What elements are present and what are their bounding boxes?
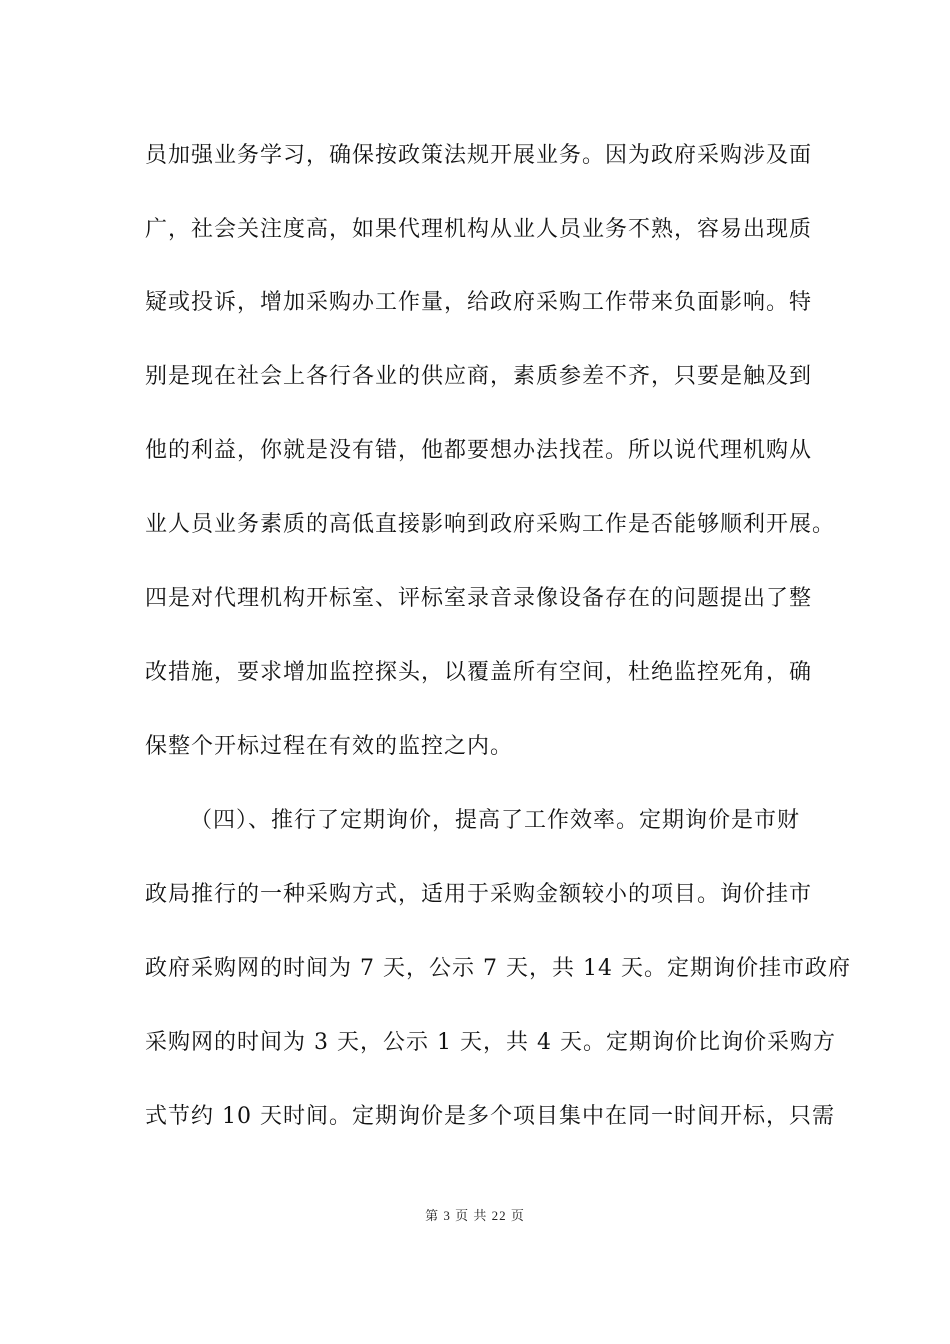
- body-text-line-11: 政局推行的一种采购方式，适用于采购金额较小的项目。询价挂市: [145, 882, 813, 907]
- body-text-line-13: 采购网的时间为 3 天，公示 1 天，共 4 天。定期询价比询价采购方: [145, 1030, 836, 1055]
- body-text-line-12: 政府采购网的时间为 7 天，公示 7 天，共 14 天。定期询价挂市政府: [145, 956, 851, 981]
- body-text-line-5: 他的利益，你就是没有错，他都要想办法找茬。所以说代理机购从: [145, 438, 813, 463]
- body-text-line-4: 别是现在社会上各行各业的供应商，素质参差不齐，只要是触及到: [145, 364, 813, 389]
- body-text-line-7: 四是对代理机构开标室、评标室录音录像设备存在的问题提出了整: [145, 586, 813, 611]
- body-text-line-8: 改措施，要求增加监控探头，以覆盖所有空间，杜绝监控死角，确: [145, 660, 813, 685]
- page-number-footer: 第 3 页 共 22 页: [425, 1208, 525, 1223]
- body-text-line-6: 业人员业务素质的高低直接影响到政府采购工作是否能够顺利开展。: [145, 512, 836, 537]
- body-text-line-1: 员加强业务学习，确保按政策法规开展业务。因为政府采购涉及面: [145, 143, 813, 168]
- body-text-line-3: 疑或投诉，增加采购办工作量，给政府采购工作带来负面影响。特: [145, 290, 813, 315]
- section-heading-line: （四）、推行了定期询价，提高了工作效率。定期询价是市财: [190, 808, 801, 833]
- body-text-line-9: 保整个开标过程在有效的监控之内。: [145, 734, 514, 759]
- body-text-line-14: 式节约 10 天时间。定期询价是多个项目集中在同一时间开标，只需: [145, 1104, 835, 1129]
- body-text-line-2: 广，社会关注度高，如果代理机构从业人员业务不熟，容易出现质: [145, 217, 813, 242]
